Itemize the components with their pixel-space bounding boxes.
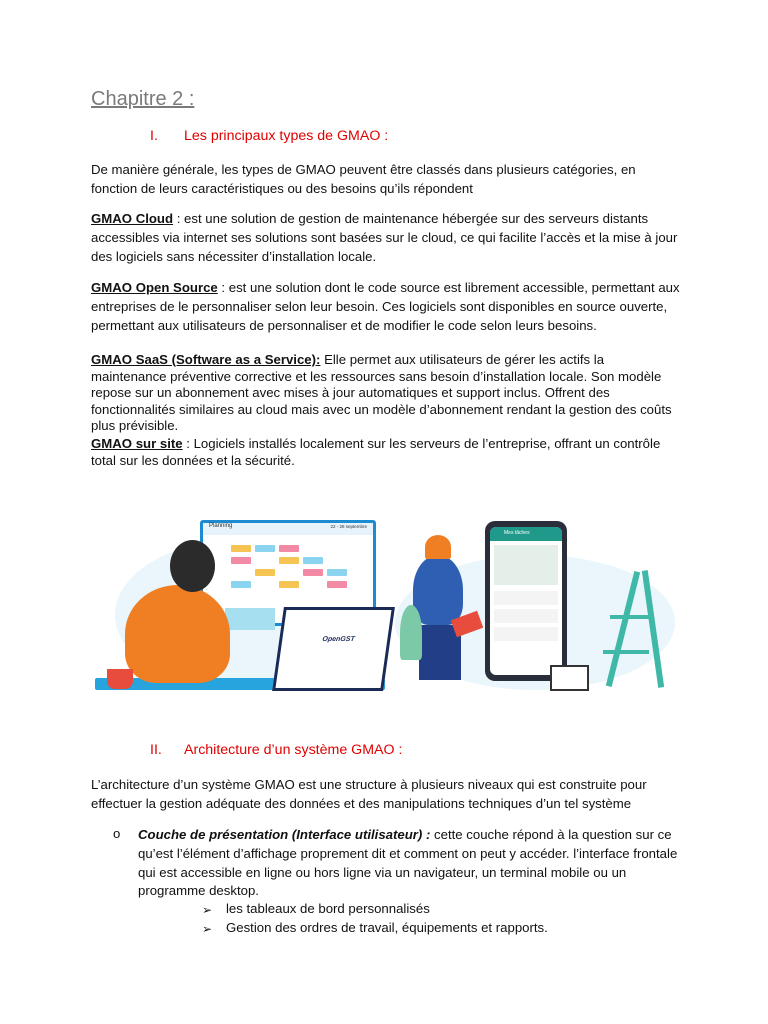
type-cloud-paragraph	[91, 210, 681, 266]
tool-crate	[550, 665, 589, 691]
task-card	[494, 609, 558, 623]
mobile-phone	[485, 521, 567, 681]
ladder-step	[610, 615, 650, 619]
task-card	[494, 591, 558, 605]
type-term: GMAO SaaS (Software as a Service):	[91, 352, 321, 367]
type-text: : Logiciels installés localement sur les serveurs de l’entreprise, offrant un contrôle total sur les données et la sécurité.	[91, 436, 661, 468]
monitor-title: Planning	[209, 523, 233, 529]
monitor-date: 22 - 28 septembre	[330, 524, 367, 529]
intro-paragraph: De manière générale, les types de GMAO peuvent être classés dans plusieurs catégories, en fonction de leurs caractéristiques ou des besoins qu’ils répondent	[91, 162, 636, 196]
type-text: : est une solution dont le code source est librement accessible, permettant aux entreprises de le personnaliser selon leur besoin. Ces logiciels sont disponibles en source ouverte, permettant aux utilisateurs de personnaliser et de modifier le code selon leurs besoins.	[91, 280, 680, 333]
plant	[400, 605, 422, 660]
laptop-brand: OpenGST	[321, 636, 356, 643]
type-term: GMAO Open Source	[91, 280, 218, 295]
type-on-site-paragraph	[91, 436, 681, 469]
type-term: GMAO Cloud	[91, 211, 174, 226]
layer-text: cette couche répond à la question sur ce qu’est l’élément d’affichage proprement dit et comment on peut y accéder. l’interface frontale qui est accessible en ligne ou hors ligne via un navigateur, un terminal mobile ou un programme desktop.	[138, 827, 678, 899]
phone-screen	[490, 527, 562, 675]
worker-body	[413, 555, 463, 625]
map-view	[494, 545, 558, 585]
type-text: : est une solution de gestion de maintenance hébergée sur des serveurs distants accessibles via internet ses solutions sont basées sur le cloud, ce qui facilite l’accès et la mise à jour des logiciels sans nécessiter d’installation locale.	[91, 211, 678, 264]
type-text: Elle permet aux utilisateurs de gérer les actifs la maintenance préventive corrective et les ressources sans besoin d’installation locale. Son modèle repose sur un abonnement avec mises à jour automatiques et support inclus. Offrent des fonctionnalités similaires au cloud mais avec un modèle d’abonnement rendant la gestion des coûts plus prévisible.	[91, 352, 672, 434]
arrow-bullet-icon: ➢	[202, 922, 213, 936]
list-item: les tableaux de bord personnalisés	[226, 901, 430, 916]
layer-term: Couche de présentation (Interface utilisateur) :	[138, 827, 431, 842]
planning-cell	[303, 569, 323, 576]
presentation-layer-paragraph	[138, 826, 678, 901]
section-title: Architecture d’un système GMAO :	[184, 742, 403, 758]
planning-cell	[327, 581, 347, 588]
planning-cell	[327, 569, 347, 576]
gmao-illustration	[95, 515, 680, 693]
planning-cell	[279, 581, 299, 588]
type-open-source-paragraph	[91, 279, 681, 335]
planning-cell	[231, 545, 251, 552]
planning-cell	[231, 557, 251, 564]
planning-cell	[255, 569, 275, 576]
planning-cell	[279, 557, 299, 564]
section-number: I.	[150, 128, 158, 144]
type-term: GMAO sur site	[91, 436, 183, 451]
planning-cell	[279, 545, 299, 552]
circle-bullet: o	[113, 826, 121, 841]
man-body	[125, 585, 230, 683]
phone-header-bar	[490, 527, 562, 541]
monitor-header	[203, 523, 373, 535]
laptop	[272, 607, 395, 691]
task-card	[494, 627, 558, 641]
hard-hat	[425, 535, 451, 559]
man-head	[170, 540, 215, 592]
phone-header: Mes tâches	[504, 530, 530, 536]
list-item: Gestion des ordres de travail, équipements et rapports.	[226, 920, 548, 935]
planning-cell	[303, 557, 323, 564]
ladder-step	[603, 650, 649, 654]
chapter-title: Chapitre 2 :	[91, 88, 195, 110]
chat-bubble	[225, 608, 275, 630]
planning-cell	[255, 545, 275, 552]
planning-cell	[231, 581, 251, 588]
section-title: Les principaux types de GMAO :	[184, 128, 389, 144]
coffee-mug	[107, 669, 133, 689]
architecture-intro: L’architecture d’un système GMAO est une structure à plusieurs niveaux qui est construite pour effectuer la gestion adéquate des données et des manipulations techniques d’un tel système	[91, 777, 647, 811]
type-saas-paragraph	[91, 352, 681, 435]
section-number: II.	[150, 742, 162, 758]
arrow-bullet-icon: ➢	[202, 903, 213, 917]
